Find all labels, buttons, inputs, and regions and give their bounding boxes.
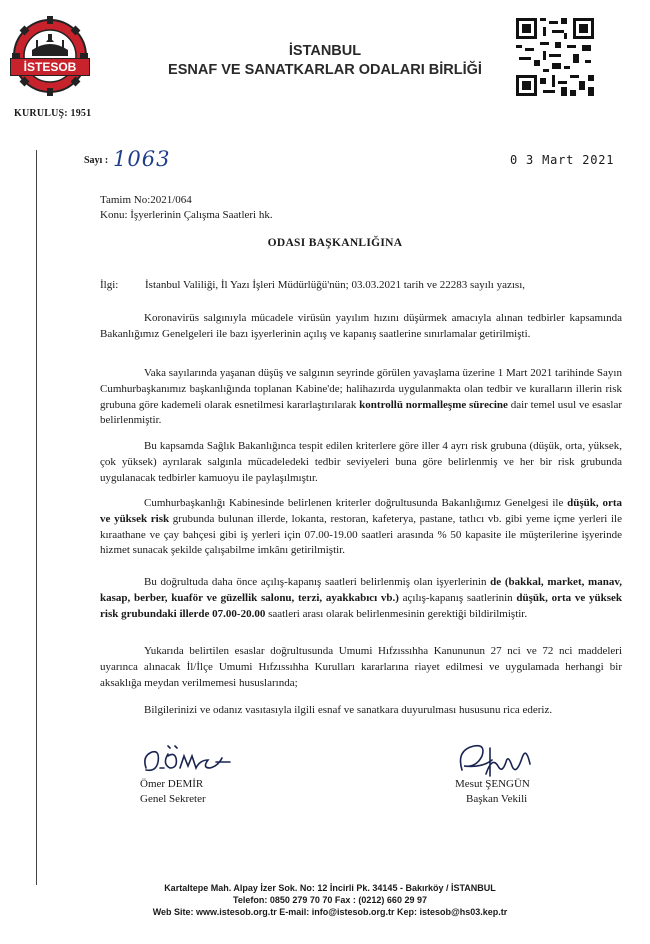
paragraph-5-bold-1: de (bakkal, market, manav, kasap, berber, kuaför ve güzellik salonu, terzi, ayakkabıcı vb.) xyxy=(100,576,622,604)
paragraph-4-text-a: Cumhurbaşkanlığı Kabinesinde belirlenen kriterler doğrultusunda Bakanlığımız Genelgesi ile xyxy=(144,497,568,509)
footer-address: Kartaltepe Mah. Alpay İzer Sok. No: 12 İncirli Pk. 34145 - Bakırköy / İSTANBUL xyxy=(164,883,496,893)
paragraph-4-bold: düşük, orta ve yüksek risk xyxy=(100,497,622,525)
paragraph-2-text-c: dair temel usul ve esaslar belirlenmiştir. xyxy=(100,398,623,427)
istesob-logo xyxy=(10,14,90,102)
tamim-number: Tamim No:2021/064 xyxy=(100,194,192,206)
footer-contacts: Web Site: www.istesob.org.tr E-mail: info@istesob.org.tr Kep: istesob@hs03.kep.tr xyxy=(152,907,508,917)
reference-label: İlgi: xyxy=(100,279,119,291)
addressee-heading: ODASI BAŞKANLIĞINA xyxy=(267,237,403,249)
sayi-handwritten-number: 1063 xyxy=(113,147,171,171)
paragraph-5 xyxy=(100,575,622,622)
paragraph-3: Bu kapsamda Sağlık Bakanlığınca tespit edilen kriterlere göre iller 4 ayrı risk grubuna (düşük, orta, yüksek, çok yüksek) ayrılarak salgınla mücadeledeki tedbir seviyeleri buna göre belirlenmiş ve her bir risk grubunda uygulanacak tedbirler kamuoyu ile paylaşılmıştır. xyxy=(100,440,622,484)
date-stamp: 0 3 Mart 2021 xyxy=(510,153,615,167)
subject-line: Konu: İşyerlerinin Çalışma Saatleri hk. xyxy=(100,209,273,221)
qr-code-icon xyxy=(516,18,594,96)
signature-right-icon xyxy=(452,736,538,784)
signature-left-icon xyxy=(138,738,236,782)
paragraph-4-text-c: grubunda bulunan illerde, lokanta, restoran, kafeterya, pastane, tatlıcı vb. gibi yeme içme yerleri ile kıraathane ve çay bahçesi gibi iş yerleri için 07.00-19.00 saatleri arasında % 50 kapasite ile müşterilerine işyerinde hizmet sunacak şekilde çalışabilme imkânı getirilmiştir. xyxy=(100,512,622,557)
paragraph-5-text-c: açılış-kapanış saatlerinin xyxy=(398,591,517,604)
signatory-right-title: Başkan Vekili xyxy=(466,793,528,805)
paragraph-5-bold-2: düşük, orta ve yüksek risk grubundaki illerde 07.00-20.00 xyxy=(100,591,622,620)
logo-wordmark: İSTESOB xyxy=(10,58,90,76)
signatory-right-name: Mesut ŞENGÜN xyxy=(455,778,530,790)
signatory-left-title: Genel Sekreter xyxy=(140,793,206,805)
signatory-left-name: Ömer DEMİR xyxy=(140,778,204,790)
reference-text: İstanbul Valiliği, İl Yazı İşleri Müdürlüğü'nün; 03.03.2021 tarih ve 22283 sayılı yazısı, xyxy=(145,279,526,291)
margin-line xyxy=(36,150,37,885)
sayi-label: Sayı : xyxy=(84,155,109,166)
paragraph-5-text-e: saatleri arası olarak belirlenmesinin gerektiği bildirilmiştir. xyxy=(265,607,528,620)
org-title-line2: ESNAF VE SANATKARLAR ODALARI BİRLİĞİ xyxy=(168,62,482,78)
org-title-line1: İSTANBUL xyxy=(288,43,362,59)
paragraph-5-text-a: Bu doğrultuda daha önce açılış-kapanış saatleri belirlenmiş olan işyerlerinin xyxy=(144,576,491,588)
paragraph-6: Yukarıda belirtilen esaslar doğrultusunda Umumi Hıfzıssıhha Kanununun 27 nci ve 72 nci maddeleri uyarınca alınacak İl/İlçe Umumi Hıfzıssıhha Kurulları kararlarına riayet edilmesi ve uygulamada herhangi bir aksaklığa meydan verilmemesi hususlarında; xyxy=(100,645,622,689)
paragraph-2 xyxy=(100,366,622,429)
paragraph-7: Bilgilerinizi ve odanız vasıtasıyla ilgili esnaf ve sanatkara duyurulması hususunu rica ederiz. xyxy=(144,704,553,716)
paragraph-2-text-a: Vaka sayılarında yaşanan düşüş ve salgının seyrinde görülen yavaşlama üzerine 1 Mart 2021 tarihinde Sayın Cumhurbaşkanımız başkanlığında toplanan Kabine'de; halihazırda uygulanmakta olan tedbir ve kuralların illerin risk grubuna göre kademeli olarak esnetilmesi kararlaştırılarak xyxy=(100,367,622,411)
founded-label: KURULUŞ: 1951 xyxy=(14,108,92,119)
paragraph-1: Koronavirüs salgınıyla mücadele virüsün yayılım hızını düşürmek amacıyla alınan tedbirler kapsamında Bakanlığımız Genelgeleri ile bazı işyerlerinin açılış ve kapanış saatlerine sınırlamalar getirilmişti. xyxy=(100,312,622,340)
paragraph-4 xyxy=(100,496,622,559)
footer-phone: Telefon: 0850 279 70 70 Fax : (0212) 660 29 97 xyxy=(233,895,427,905)
paragraph-2-bold: kontrollü normalleşme sürecine xyxy=(359,398,508,411)
